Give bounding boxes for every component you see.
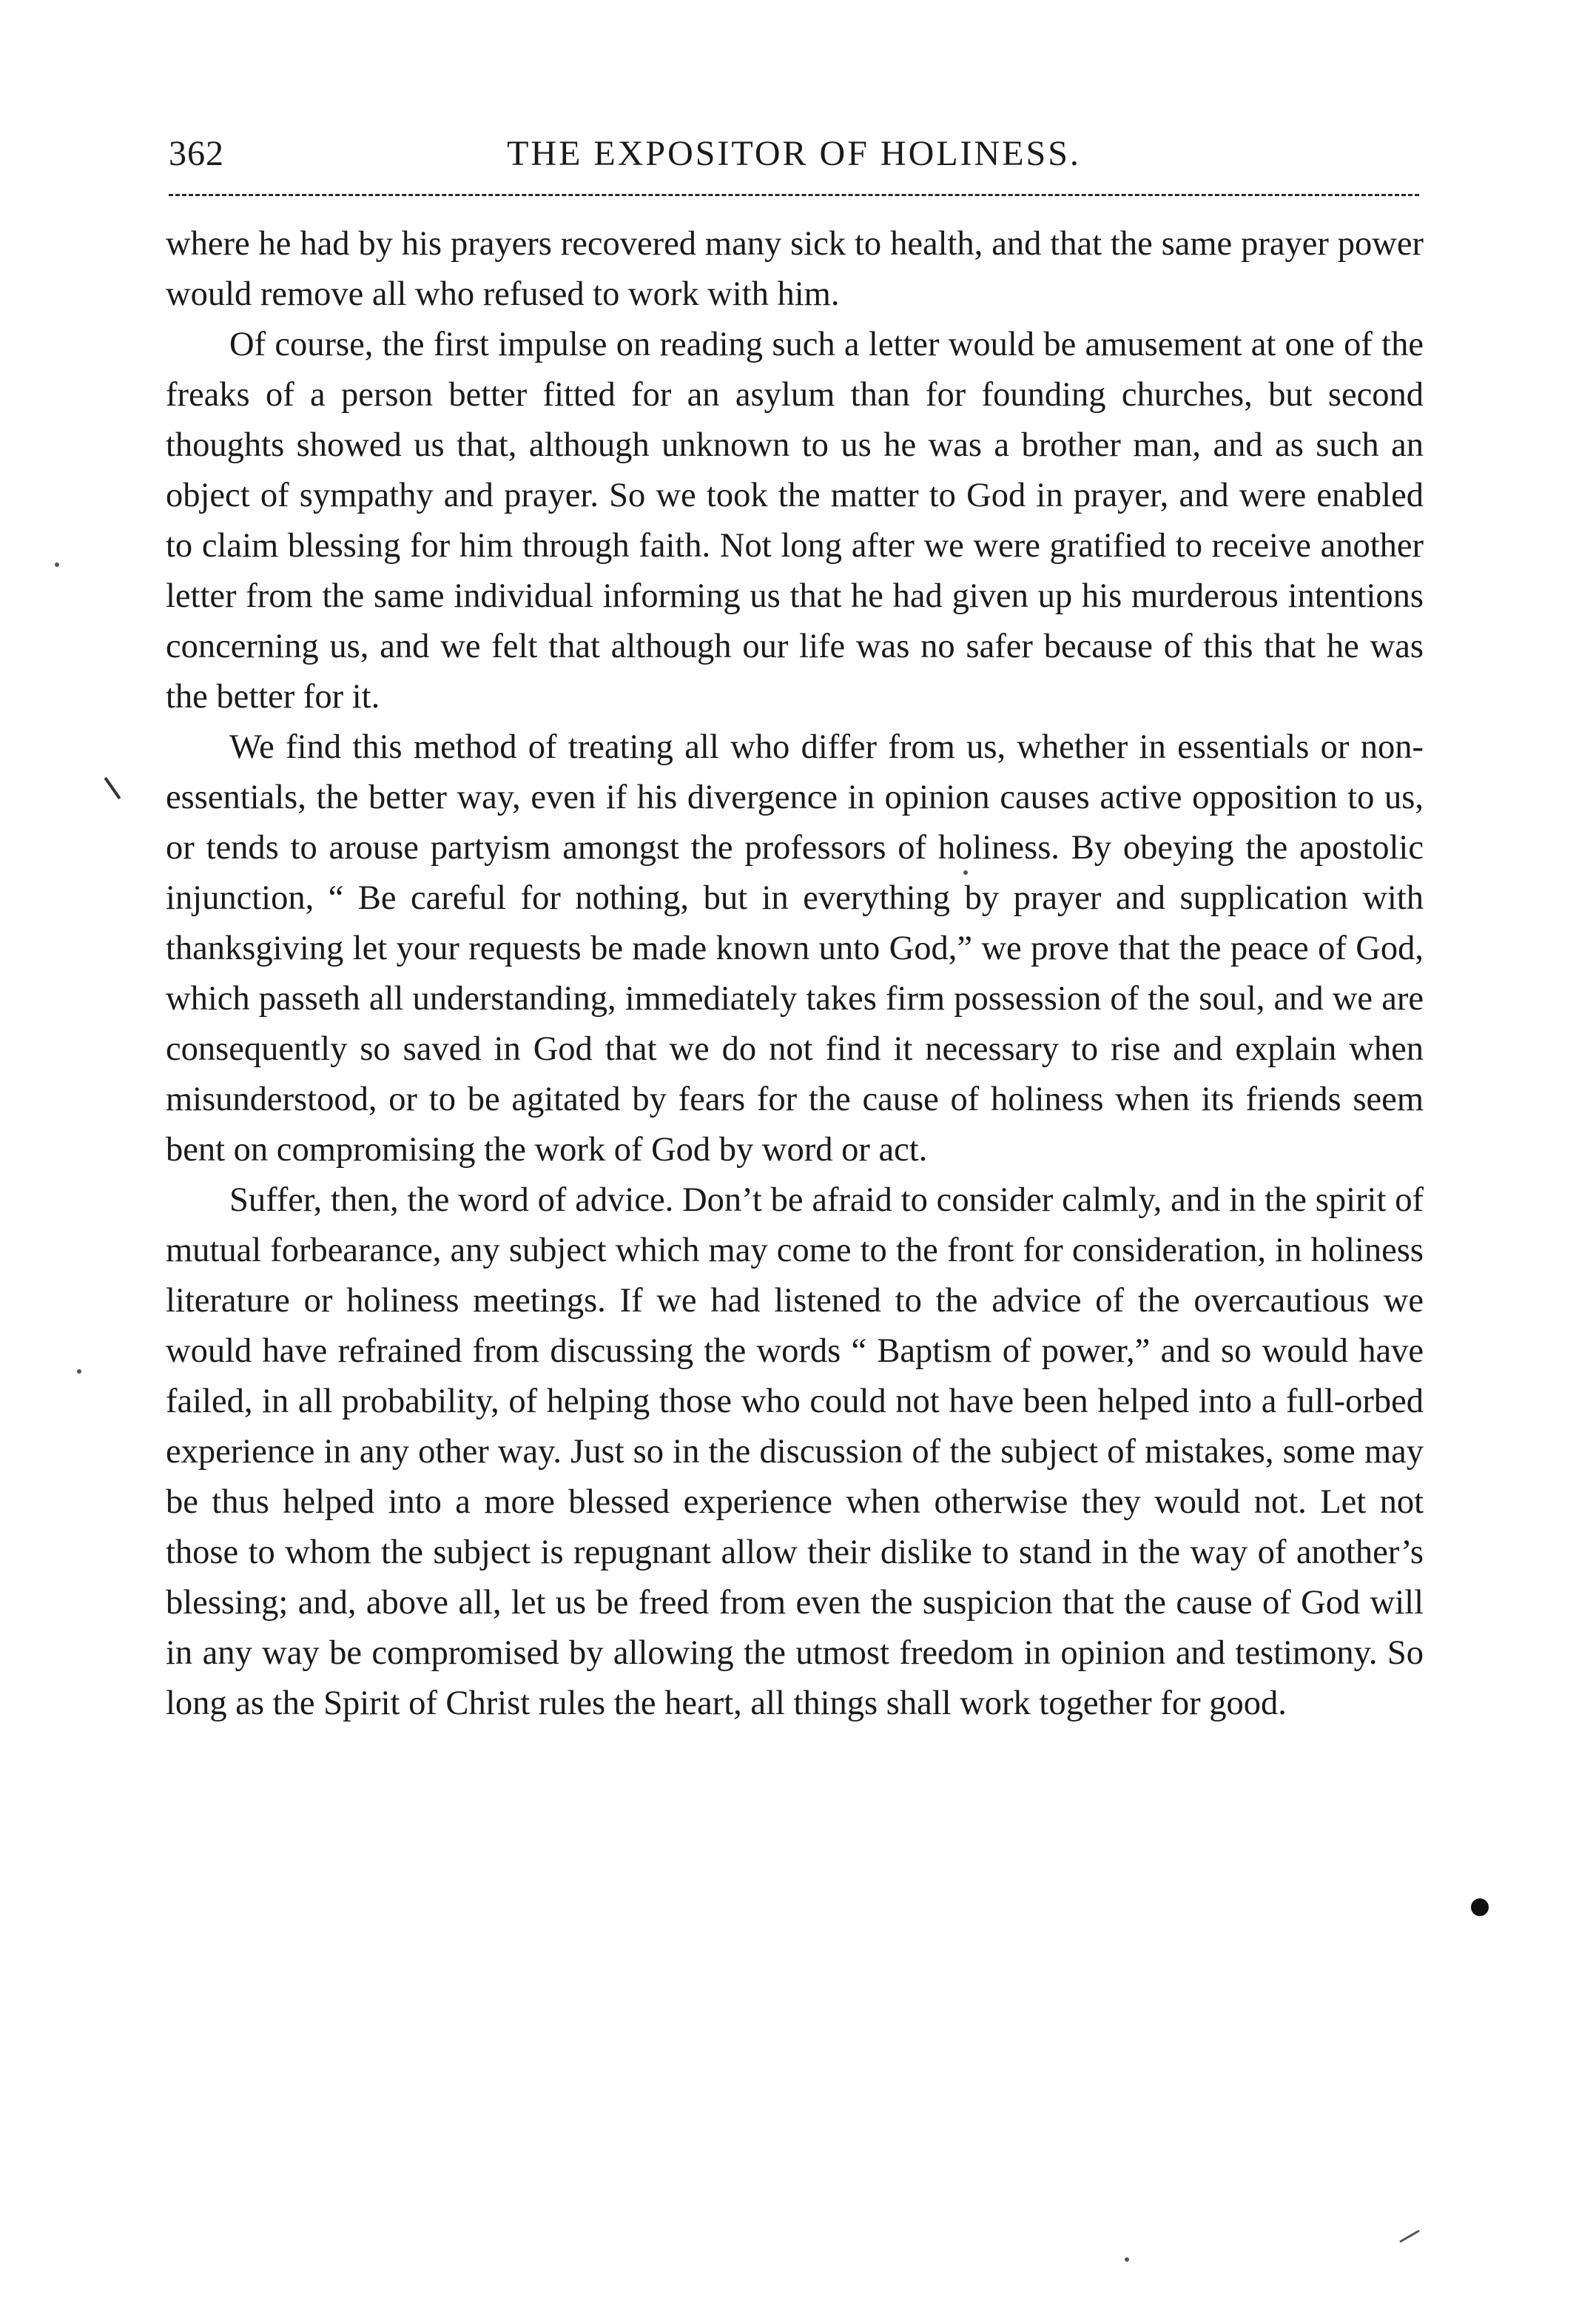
body-text: [166, 219, 1424, 1729]
paragraph-method-of-treating: We find this method of treating all who differ from us, whether in essentials or non-essentials, the better way, even if his divergence in opinion causes active opposition to us, or tends to arouse partyism amongst the professors of holiness. By obeying the apostolic injunction, “ Be careful for nothing, but in everything by prayer and supplication with thanksgiving let your requests be made known unto God,” we prove that the peace of God, which passeth all understanding, immediately takes firm possession of the soul, and we are consequently so saved in God that we do not find it necessary to rise and explain when misunderstood, or to be agitated by fears for the cause of holiness when its friends seem bent on compromising the work of God by word or act.: [166, 728, 1424, 1169]
paragraph-word-of-advice: Suffer, then, the word of advice. Don’t be afraid to consider calmly, and in the spirit of mutual forbearance, any subject which may come to the front for consideration, in holiness literature or holiness meetings. If we had listened to the advice of the overcautious we would have refrained from discussing the words “ Baptism of power,” and so would have failed, in all probability, of helping those who could not have been helped into a full-orbed experience in any other way. Just so in the discussion of the subject of mistakes, some may be thus helped into a more blessed experience when otherwise they would not. Let not those to whom the subject is repugnant allow their dislike to stand in the way of another’s blessing; and, above all, let us be freed from even the suspicion that the cause of God will in any way be compromised by allowing the utmost freedom in opinion and testimony. So long as the Spirit of Christ rules the heart, all things shall work together for good.: [166, 1181, 1424, 1722]
ink-speck-mark: [55, 562, 59, 567]
header-rule: [169, 194, 1419, 196]
running-head: [169, 133, 1419, 185]
page-number: 362: [169, 134, 224, 173]
ink-speck-mark: [963, 870, 968, 875]
ink-speck-mark: [77, 1369, 81, 1374]
paragraph-continuation: where he had by his prayers recovered many sick to health, and that the same prayer power would remove all who refused to work with him.: [166, 225, 1424, 313]
margin-stroke-mark: [1399, 2230, 1419, 2243]
ink-dot-mark: [1471, 1898, 1489, 1916]
margin-tick-mark: [104, 777, 121, 799]
running-title: THE EXPOSITOR OF HOLINESS.: [507, 134, 1081, 173]
ink-speck-mark: [1125, 2257, 1129, 2262]
paragraph-first-impulse: Of course, the first impulse on reading such a letter would be amusement at one of the freaks of a person better fitted for an asylum than for founding churches, but second thoughts showed us that, although unknown to us he was a brother man, and as such an object of sympathy and prayer. So we took the matter to God in prayer, and were enabled to claim blessing for him through faith. Not long after we were gratified to receive another letter from the same individual informing us that he had given up his murderous intentions concerning us, and we felt that although our life was no safer because of this that he was the better for it.: [166, 326, 1424, 716]
